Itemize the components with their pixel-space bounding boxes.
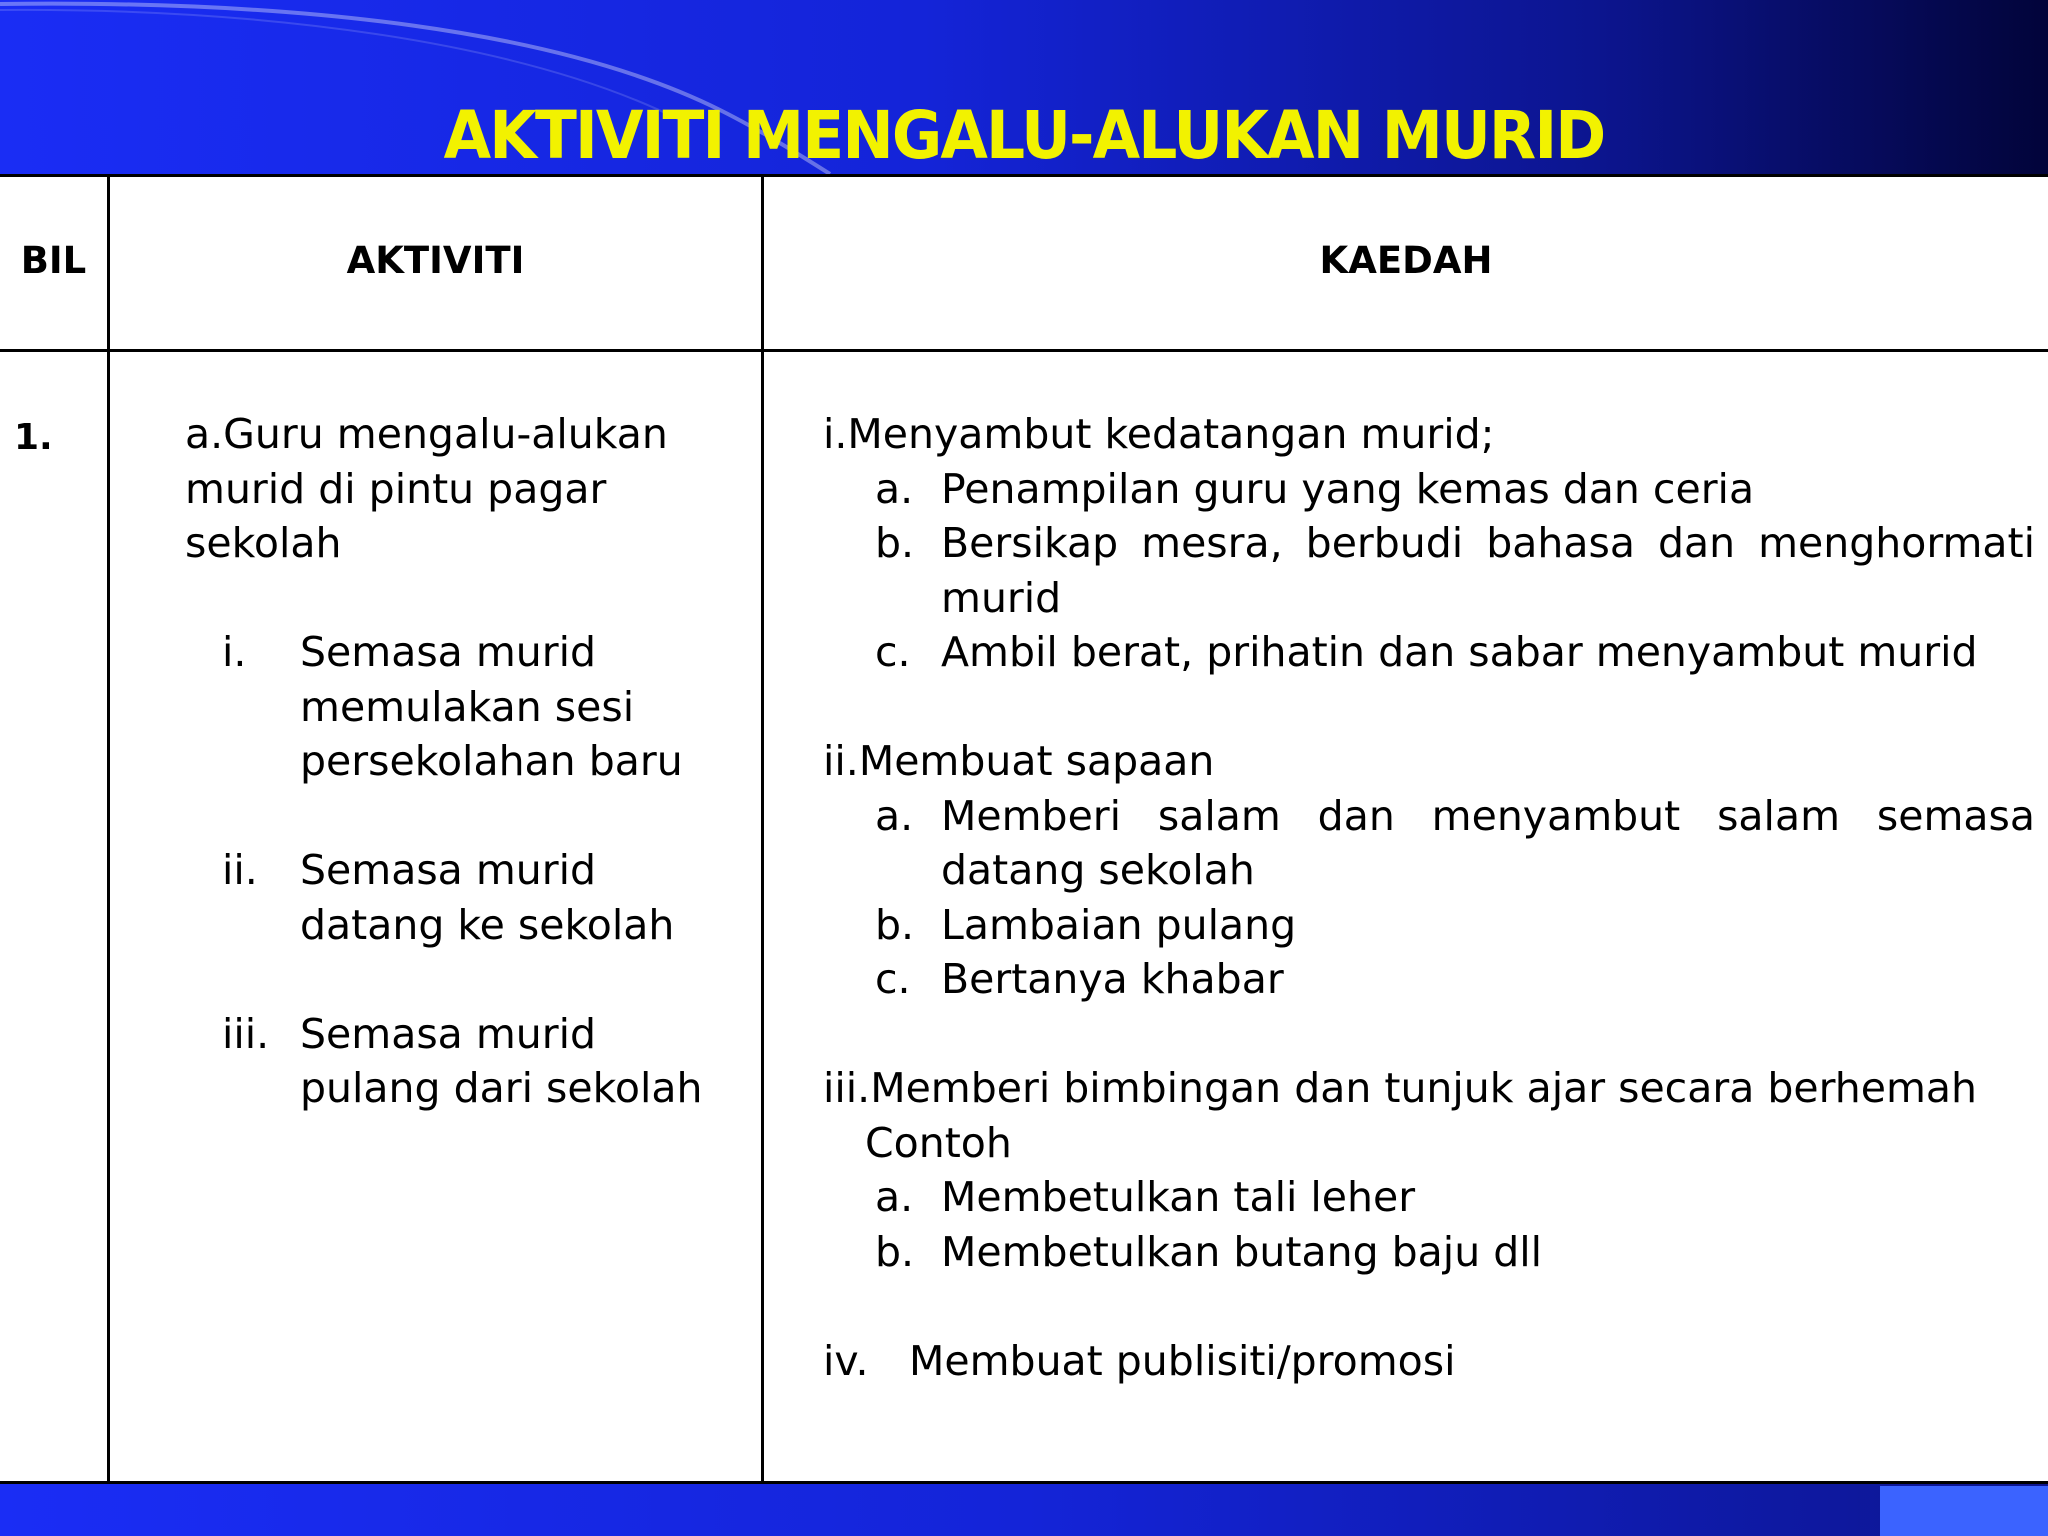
slide-title: AKTIVITI MENGALU-ALUKAN MURID xyxy=(443,97,1605,174)
kaedah-item-marker: a. xyxy=(875,791,914,840)
kaedah-item xyxy=(823,462,2035,517)
kaedah-item-text: Bertanya khabar xyxy=(941,955,1284,1003)
column-divider-bil xyxy=(107,177,110,1481)
aktiviti-item xyxy=(185,1007,725,1116)
kaedah-item-text: Bersikap mesra, berbudi bahasa dan menghormati murid xyxy=(941,519,2035,622)
kaedah-section-marker: iv. xyxy=(823,1336,869,1385)
kaedah-item-text: Membetulkan butang baju dll xyxy=(941,1227,1543,1276)
aktiviti-item-marker: ii. xyxy=(222,846,258,894)
kaedah-cell xyxy=(823,407,2035,1388)
kaedah-section-heading-row xyxy=(823,1334,2035,1389)
kaedah-section-heading: ii.Membuat sapaan xyxy=(823,737,1215,785)
activity-table xyxy=(0,174,2048,1484)
header-row-divider xyxy=(0,349,2048,352)
kaedah-item xyxy=(823,1225,2035,1280)
header-kaedah: KAEDAH xyxy=(1319,239,1493,282)
kaedah-item xyxy=(823,789,2035,898)
kaedah-item xyxy=(823,625,2035,680)
kaedah-item xyxy=(823,952,2035,1007)
slide-footer-band xyxy=(0,1484,2048,1536)
kaedah-item-marker: b. xyxy=(875,519,915,567)
row-number: 1. xyxy=(14,417,53,458)
aktiviti-cell xyxy=(185,407,725,1116)
kaedah-item-text: Memberi salam dan menyambut salam semasa datang sekolah xyxy=(941,791,2035,894)
kaedah-item-marker: c. xyxy=(875,628,911,676)
kaedah-item-text: Ambil berat, prihatin dan sabar menyambut murid xyxy=(941,628,1978,676)
column-divider-aktiviti xyxy=(761,177,764,1481)
kaedah-item-text: Lambaian pulang xyxy=(941,900,1297,949)
kaedah-section-heading: i.Menyambut kedatangan murid; xyxy=(823,410,1495,458)
kaedah-item xyxy=(823,898,2035,953)
kaedah-section-subheading: Contoh xyxy=(865,1118,1012,1167)
kaedah-item-marker: a. xyxy=(875,1173,914,1221)
header-aktiviti: AKTIVITI xyxy=(346,239,525,282)
footer-accent-box xyxy=(1880,1486,2048,1536)
aktiviti-item-text: Semasa murid memulakan sesi persekolahan baru xyxy=(300,628,683,785)
aktiviti-item xyxy=(185,843,725,952)
aktiviti-item-marker: iii. xyxy=(222,1009,270,1058)
kaedah-item-marker: b. xyxy=(875,1227,915,1276)
aktiviti-main-text: a.Guru mengalu-alukan murid di pintu pagar sekolah xyxy=(185,410,668,567)
kaedah-item xyxy=(823,516,2035,625)
kaedah-item-marker: c. xyxy=(875,955,911,1003)
kaedah-item-text: Membetulkan tali leher xyxy=(941,1173,1416,1221)
kaedah-item-marker: a. xyxy=(875,464,914,513)
aktiviti-item-text: Semasa murid datang ke sekolah xyxy=(300,846,675,949)
aktiviti-item xyxy=(185,625,725,789)
kaedah-section-heading: iii.Memberi bimbingan dan tunjuk ajar secara berhemah xyxy=(823,1064,1978,1112)
kaedah-section-heading: Membuat publisiti/promosi xyxy=(909,1336,1456,1385)
header-bil: BIL xyxy=(20,239,87,282)
kaedah-item-marker: b. xyxy=(875,900,915,949)
aktiviti-item-marker: i. xyxy=(222,628,247,676)
kaedah-item xyxy=(823,1170,2035,1225)
aktiviti-item-text: Semasa murid pulang dari sekolah xyxy=(300,1009,703,1112)
kaedah-item-text: Penampilan guru yang kemas dan ceria xyxy=(941,464,1755,513)
